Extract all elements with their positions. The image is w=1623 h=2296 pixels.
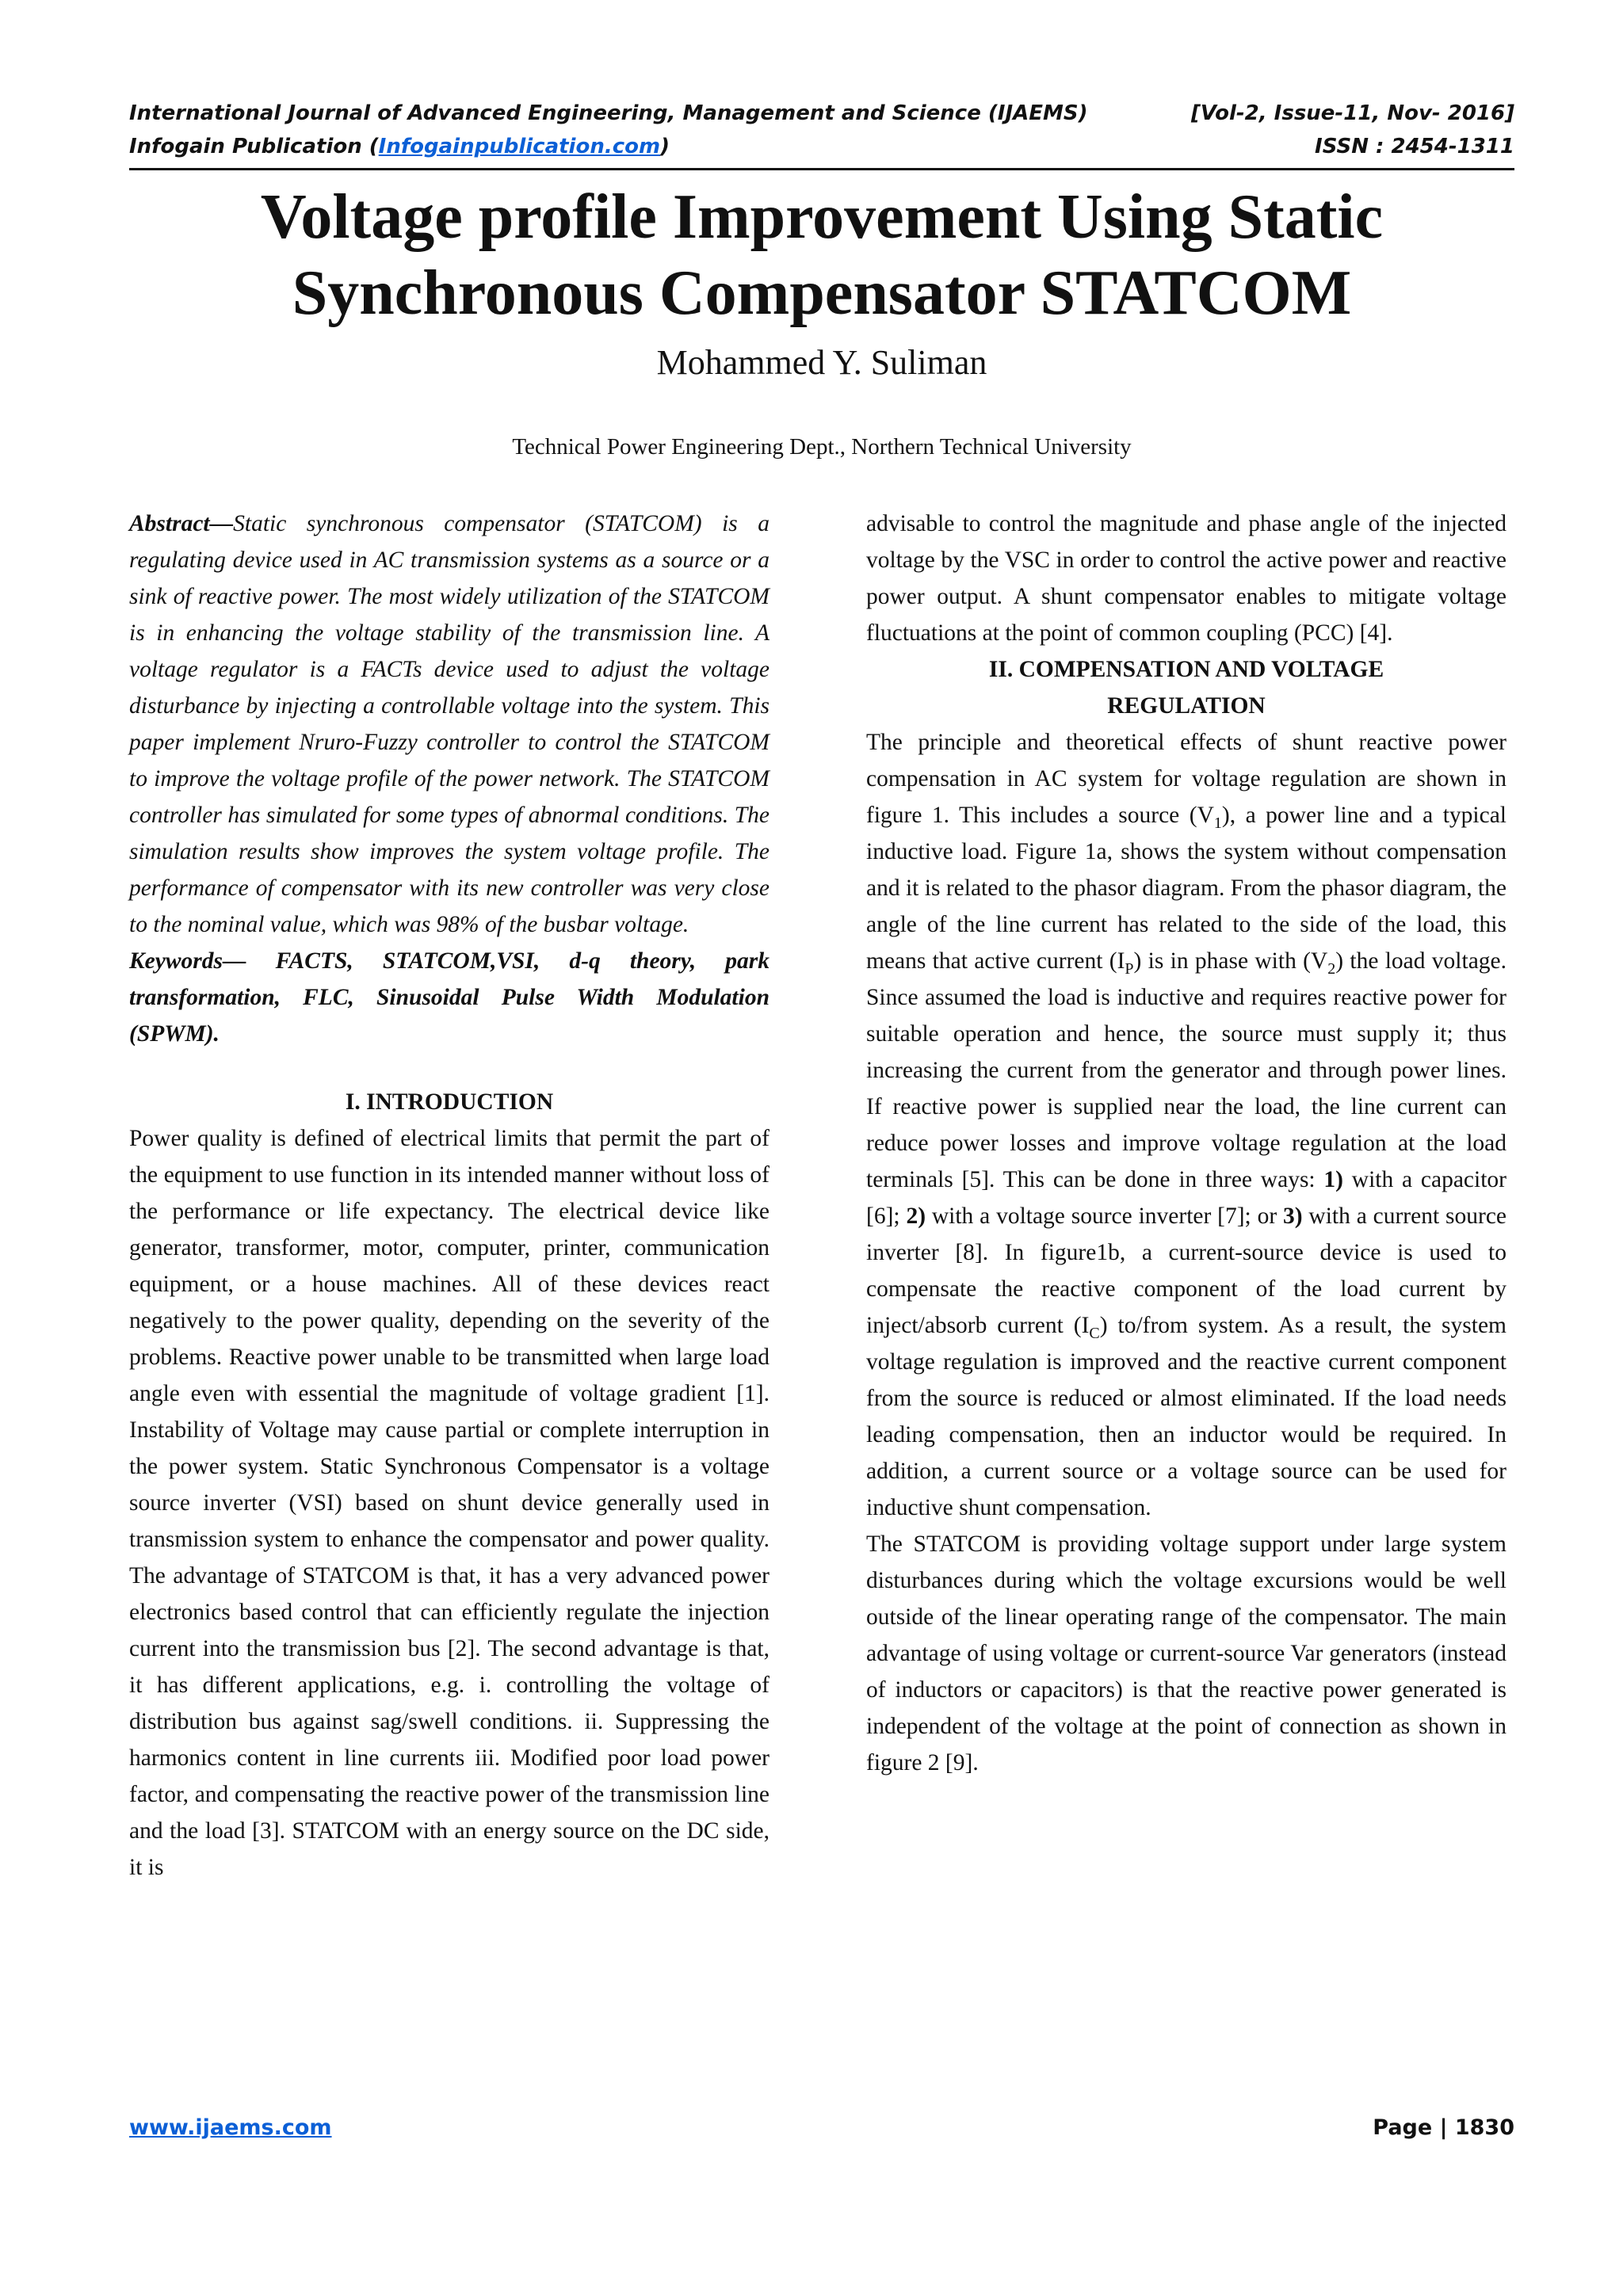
affiliation: Technical Power Engineering Dept., Northern Technical University [512,434,1132,460]
header-line-2 [129,135,1514,158]
introduction-text: Power quality is defined of electrical limits that permit the part of the equipment to use function in its intended manner without loss of the performance or life expectancy. The electrical device like generator, transformer, motor, computer, printer, communication equipment, or a house machines. All of these devices react negatively to the power quality, depending on the severity of the problems. Reactive power unable to be transmitted when large load angle even with essential the magnitude of voltage gradient [1]. Instability of Voltage may cause partial or complete interruption in the power system. Static Synchronous Compensator is a voltage source inverter (VSI) based on shunt device generally used in transmission system to enhance the compensator and power quality. The advantage of STATCOM is that, it has a very advanced power electronics based control that can efficiently regulate the injection current into the transmission bus [2]. The second advantage is that, it has different applications, e.g. i. controlling the voltage of distribution bus against sag/swell conditions. ii. Suppressing the harmonics content in line currents iii. Modified poor load power factor, and compensating the reactive power of the transmission line and the load [3]. STATCOM with an energy source on the DC side, it is [129,1126,769,1880]
abstract: Abstract—Static synchronous compensator (STATCOM) is a regulating device used in AC transmission systems as a source or a sink of reactive power. The most widely utilization of the STATCOM is in enhancing the voltage stability of the transmission line. A voltage regulator is a FACTs device used to adjust the voltage disturbance by injecting a controllable voltage into the system. This paper implement Nruro-Fuzzy controller to control the STATCOM to improve the voltage profile of the power network. The STATCOM controller has simulated for some types of abnormal conditions. The simulation results show improves the system voltage profile. The performance of compensator with its new controller was very close to the nominal value, which was 98% of the busbar voltage. [129,511,769,937]
publisher-link[interactable]: Infogainpublication.com [378,135,661,158]
introduction-continued: advisable to control the magnitude and phase angle of the injected voltage by the VSC in order to control the active power and reactive power output. A shunt compensator enables to mitigate voltage fluctuations at the point of common coupling (PCC) [4]. [866,511,1507,646]
left-column [129,505,769,1886]
paper-title: Voltage profile Improvement Using Static Synchronous Compensator STATCOM [260,182,1384,328]
publisher-name: Infogain Publication (Infogainpublication.com) [129,135,670,158]
compensation-paragraph-2: The STATCOM is providing voltage support under large system disturbances during which the voltage excursions would be well outside of the linear operating range of the compensator. The main advantage of using voltage or current-source Var generators (instead of inductors or capacitors) is that the reactive power generated is independent of the voltage at the point of connection as shown in figure 2 [9]. [866,1531,1507,1775]
issn: ISSN : 2454-1311 [1315,135,1514,158]
author-name: Mohammed Y. Suliman [656,343,987,382]
page-number: Page | 1830 [1373,2115,1514,2140]
section-heading-introduction: I. INTRODUCTION [345,1089,554,1115]
section-heading-compensation: II. COMPENSATION AND VOLTAGE REGULATION [988,657,1384,719]
keywords: Keywords— FACTS, STATCOM,VSI, d-q theory, park transformation, FLC, Sinusoidal Pulse Width Modulation (SPWM). [129,948,769,1047]
footer-website[interactable]: www.ijaems.com [129,2115,332,2140]
header-divider [129,168,1514,170]
right-column [866,505,1507,1781]
header-line-1 [129,101,1514,125]
volume-info: [Vol-2, Issue-11, Nov- 2016] [1190,101,1514,125]
compensation-paragraph-1: The principle and theoretical effects of shunt reactive power compensation in AC system for voltage regulation are shown in figure 1. This includes a source $(V_1)$, a power line and a typical inductive load. Figure 1a, shows the system without compensation and it is related to the phasor diagram. From the phasor diagram, the angle of the line current has related to the side of the load, this means that active current $(I_P)$ is in phase with $(V_2)$ the load voltage. Since assumed the load is inductive and requires reactive power for suitable operation and hence, the source must supply it; thus increasing the current from the generator and through power lines. If reactive power is supplied near the load, the line current can reduce power losses and improve voltage regulation at the load terminals [5]. This can be done in three ways: 1) with a capacitor [6]; 2) with a voltage source inverter [7]; or 3) with a current source inverter [8]. In figure1b, a current-source device is used to compensate the reactive component of the load current by inject/absorb current $(I_C)$ to/from system. As a result, the system voltage regulation is improved and the reactive current component from the source is reduced or almost eliminated. If the load needs leading compensation, then an inductor would be required. In addition, a current source or a voltage source can be used for inductive shunt compensation. [866,730,1507,1520]
journal-name: International Journal of Advanced Engineering, Management and Science (IJAEMS) [129,101,1088,125]
